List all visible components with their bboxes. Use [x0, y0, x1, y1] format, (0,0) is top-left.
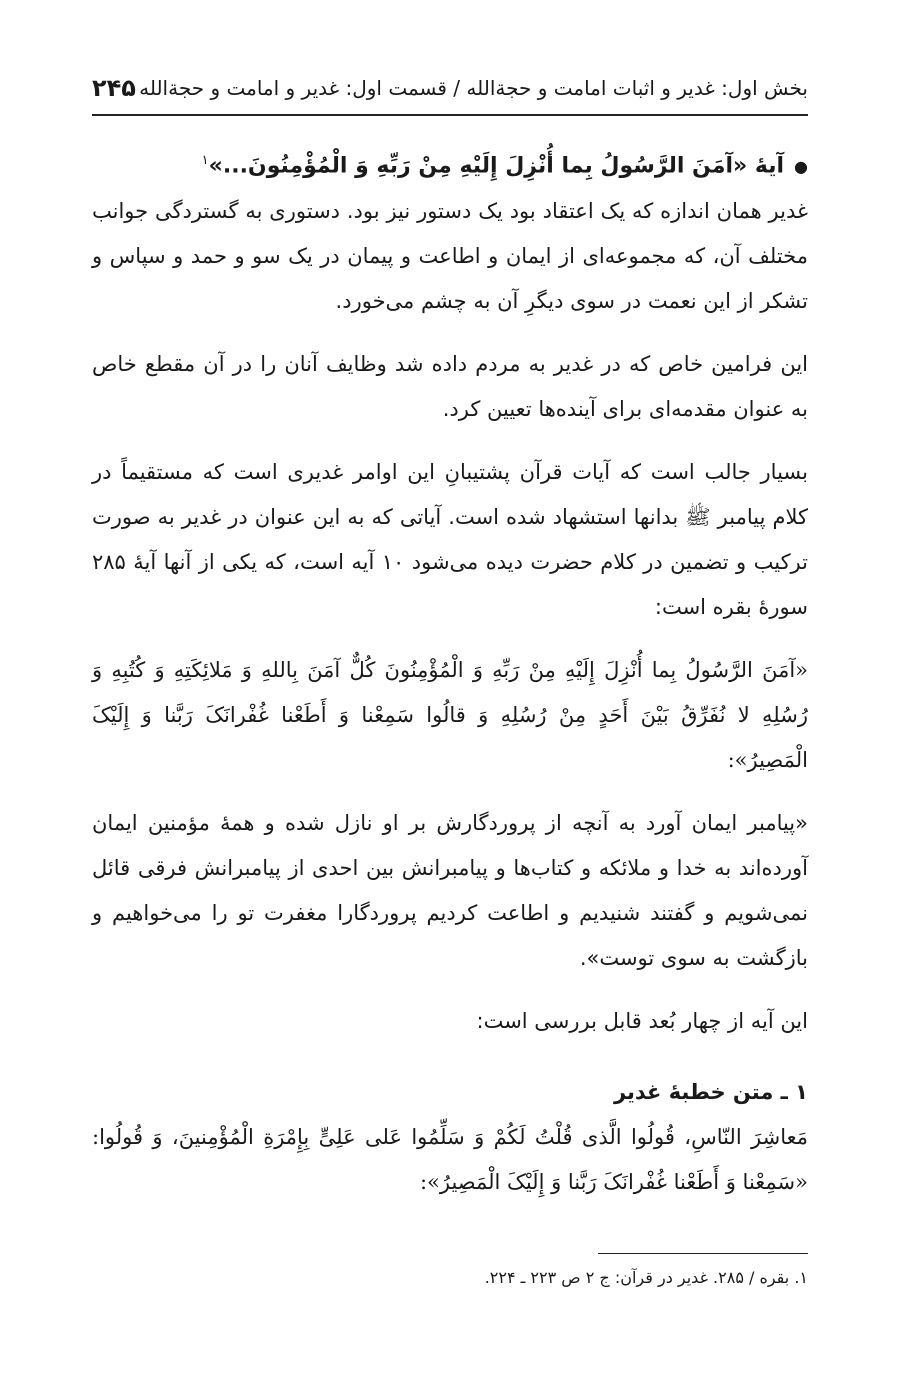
page-body	[92, 138, 808, 1205]
running-header	[92, 72, 808, 104]
paragraph-1: غدیر همان اندازه که یک اعتقاد بود یک دستور نیز بود. دستوری به گستردگی جوانب مختلف آن، که مجموعه‌ای از ایمان و اطاعت و پیمان در یک سو و حمد و سپاس و تشکر از این نعمت در سوی دیگرِ آن به چشم می‌خورد.	[92, 199, 808, 314]
page-number: ۲۴۵	[92, 74, 136, 102]
verse-heading	[92, 138, 808, 189]
paragraph-2: این فرامین خاص که در غدیر به مردم داده شد وظایف آنان را در آن مقطع خاص به عنوان مقدمه‌ای برای آینده‌ها تعیین کرد.	[92, 352, 808, 422]
verse-heading-text: آیهٔ «آمَنَ الرَّسُولُ بِما أُنْزِلَ إِلَیْهِ مِنْ رَبِّهِ وَ الْمُؤْمِنُونَ...»	[208, 153, 785, 179]
section-heading: ۱ ـ متن خطبهٔ غدیر	[613, 1080, 808, 1105]
paragraph-3: بسیار جالب است که آیات قرآن پشتیبانِ این اوامر غدیری است که مستقیماً در کلام پیامبر ﷺ بدانها استشهاد شده است. آیاتی که به این عنوان در غدیر به صورت ترکیب و تضمین در کلام حضرت دیده می‌شود ۱۰ آیه است، که یکی از آنها آیهٔ ۲۸۵ سورهٔ بقره است:	[92, 460, 808, 620]
header-title: بخش اول: غدیر و اثبات امامت و حجةالله / قسمت اول: غدیر و امامت و حجةالله	[139, 76, 808, 100]
bullet-icon: ●	[794, 157, 808, 177]
quran-verse: «آمَنَ الرَّسُولُ بِما أُنْزِلَ إِلَیْهِ مِنْ رَبِّهِ وَ الْمُؤْمِنُونَ کُلٌّ آمَنَ بِاللهِ وَ مَلائِکَتِهِ وَ کُتُبِهِ وَ رُسُلِهِ لا نُفَرِّقُ بَیْنَ أَحَدٍ مِنْ رُسُلِهِ وَ قالُوا سَمِعْنا وَ أَطَعْنا غُفْرانَکَ رَبَّنا وَ إِلَیْکَ الْمَصِیرُ»:	[92, 658, 808, 773]
verse-translation: «پیامبر ایمان آورد به آنچه از پروردگارش بر او نازل شده و همهٔ مؤمنین ایمان آورده‌اند به خدا و ملائکه و کتاب‌ها و پیامبرانش بین احدی از پیامبرانش فرقی قائل نمی‌شویم و گفتند شنیدیم و اطاعت کردیم پروردگارا مغفرت تو را می‌خواهیم و بازگشت به سوی توست».	[92, 811, 808, 971]
footnote-divider	[598, 1253, 808, 1254]
paragraph-4: این آیه از چهار بُعد قابل بررسی است:	[476, 1009, 808, 1034]
header-divider	[92, 114, 808, 116]
sermon-excerpt: مَعاشِرَ النّاسِ، قُولُوا الَّذی قُلْتُ لَکُمْ وَ سَلِّمُوا عَلی عَلِیٍّ بِإِمْرَةِ الْمُؤْمِنینَ، وَ قُولُوا: «سَمِعْنا وَ أَطَعْنا غُفْرانَکَ رَبَّنا وَ إِلَیْکَ الْمَصِیرُ»:	[92, 1125, 808, 1195]
footnote-ref: ۱	[201, 153, 209, 168]
footnote: ۱. بقره / ۲۸۵. غدیر در قرآن: ج ۲ ص ۲۲۳ ـ ۲۲۴.	[484, 1268, 808, 1287]
